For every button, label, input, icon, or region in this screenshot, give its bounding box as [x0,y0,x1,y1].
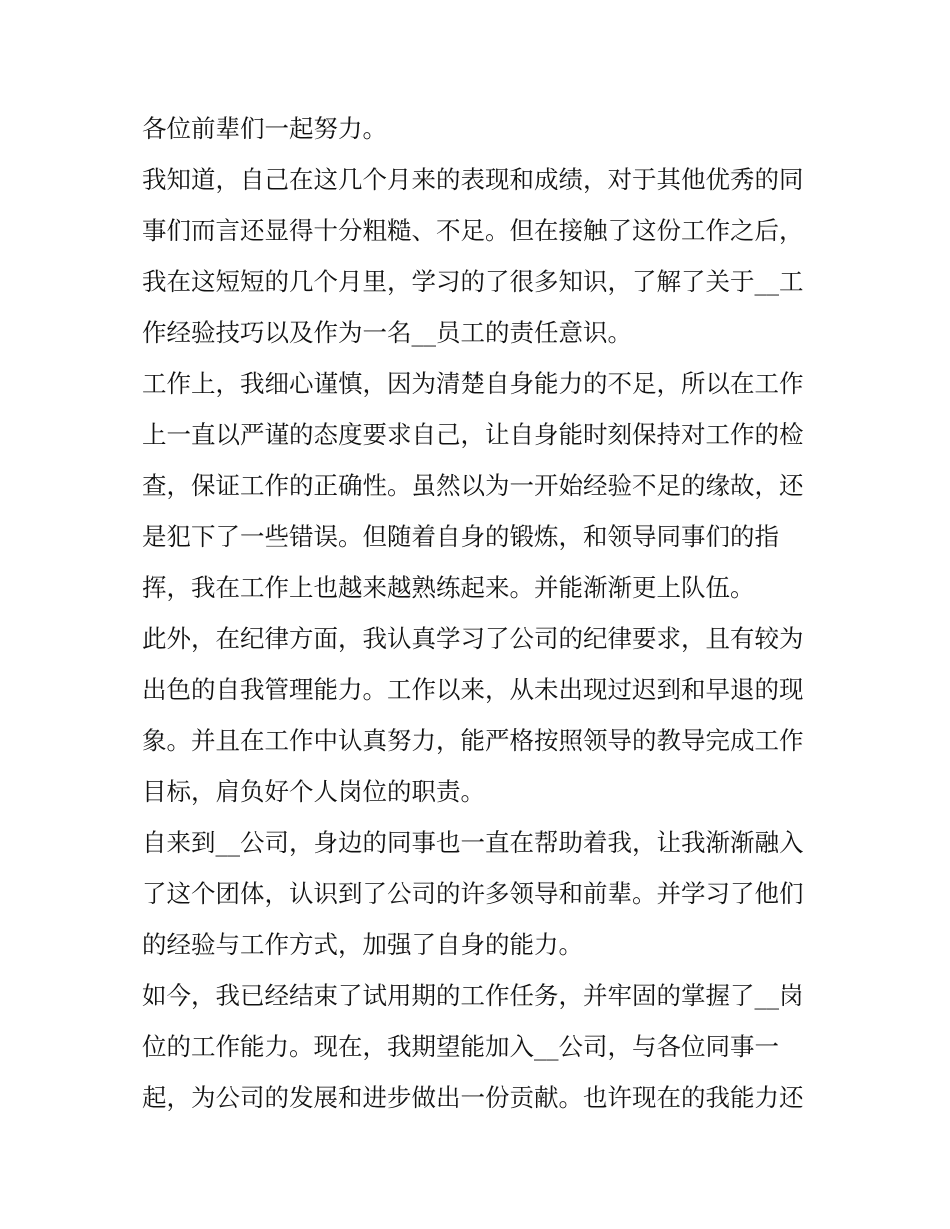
text-line: 我在这短短的几个月里，学习的了很多知识，了解了关于__工 [142,267,804,296]
text-line: 查，保证工作的正确性。虽然以为一开始经验不足的缘故，还 [142,471,804,500]
text-line: 上一直以严谨的态度要求自己，让自身能时刻保持对工作的检 [142,420,804,449]
text-line: 的经验与工作方式，加强了自身的能力。 [142,930,583,959]
text-line: 自来到__公司，身边的同事也一直在帮助着我，让我渐渐融入 [142,828,804,857]
document-body [142,103,822,1123]
text-line: 象。并且在工作中认真努力，能严格按照领导的教导完成工作 [142,726,804,755]
text-line: 如今，我已经结束了试用期的工作任务，并牢固的掌握了__岗 [142,981,804,1010]
text-line: 起，为公司的发展和进步做出一份贡献。也许现在的我能力还 [142,1083,804,1112]
text-line: 事们而言还显得十分粗糙、不足。但在接触了这份工作之后， [142,216,804,245]
text-line: 是犯下了一些错误。但随着自身的锻炼，和领导同事们的指 [142,522,779,551]
text-line: 作经验技巧以及作为一名__员工的责任意识。 [142,318,632,347]
text-line: 各位前辈们一起努力。 [142,114,387,143]
text-line: 我知道，自己在这几个月来的表现和成绩，对于其他优秀的同 [142,165,804,194]
text-line: 工作上，我细心谨慎，因为清楚自身能力的不足，所以在工作 [142,369,804,398]
text-line: 出色的自我管理能力。工作以来，从未出现过迟到和早退的现 [142,675,804,704]
text-line: 目标，肩负好个人岗位的职责。 [142,777,485,806]
text-line: 此外，在纪律方面，我认真学习了公司的纪律要求，且有较为 [142,624,804,653]
text-line: 了这个团体，认识到了公司的许多领导和前辈。并学习了他们 [142,879,804,908]
text-line: 位的工作能力。现在，我期望能加入__公司，与各位同事一 [142,1032,779,1061]
text-line: 挥，我在工作上也越来越熟练起来。并能渐渐更上队伍。 [142,573,755,602]
